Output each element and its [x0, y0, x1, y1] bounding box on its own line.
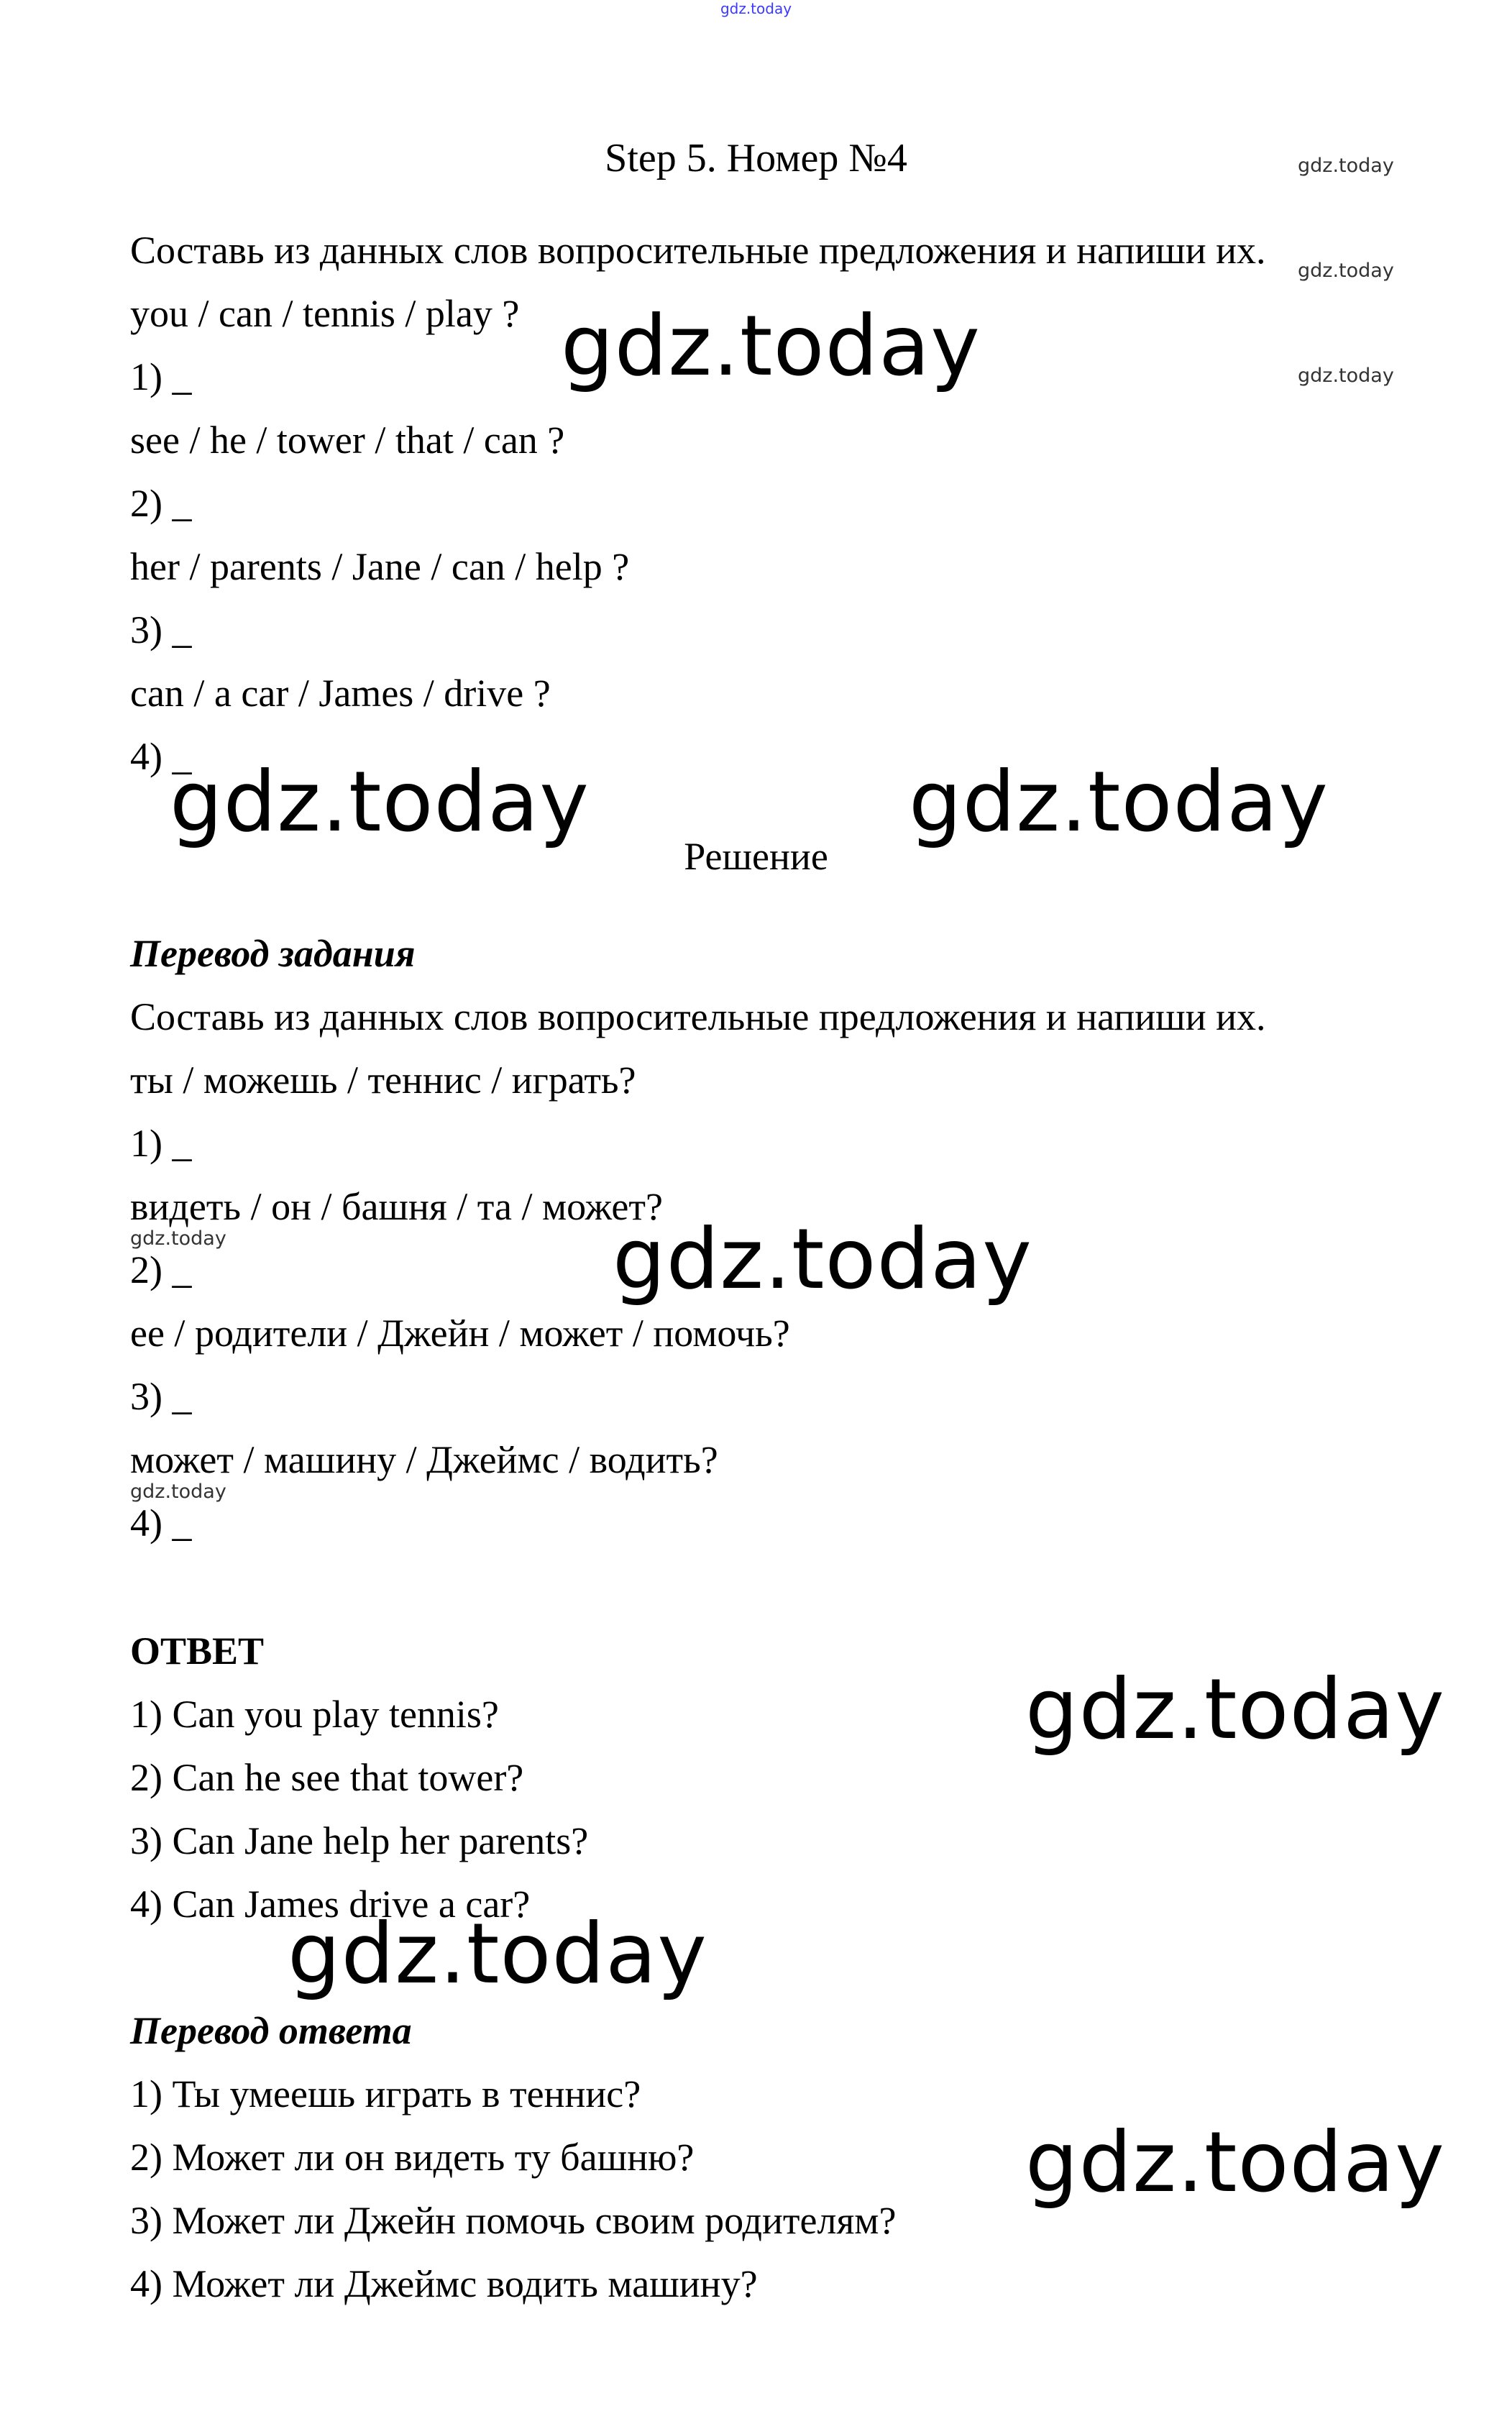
answer-translation-line: 1) Ты умеешь играть в теннис?	[130, 2072, 641, 2115]
task-line: 2) _	[130, 482, 192, 525]
watermark-large: gdz.today	[561, 298, 981, 395]
translation-line: может / машину / Джеймс / водить?	[130, 1438, 718, 1481]
answer-translation-line: 2) Может ли он видеть ту башню?	[130, 2136, 695, 2179]
watermark-small: gdz.today	[1298, 155, 1394, 177]
translation-line: видеть / он / башня / та / может?	[130, 1185, 663, 1228]
watermark-small: gdz.today	[1298, 260, 1394, 282]
translation-instruction: Составь из данных слов вопросительные предложения и напиши их.	[130, 995, 1266, 1038]
answer-line: 4) Can James drive a car?	[130, 1883, 531, 1926]
watermark-large: gdz.today	[1025, 1661, 1445, 1758]
solution-label: Решение	[684, 835, 828, 878]
task-line: 1) _	[130, 355, 192, 398]
translation-line: ее / родители / Джейн / может / помочь?	[130, 1312, 790, 1355]
answer-translation-heading: Перевод ответа	[130, 2009, 412, 2052]
translation-heading: Перевод задания	[130, 932, 416, 975]
translation-line: 3) _	[130, 1375, 192, 1418]
task-line: can / a car / James / drive ?	[130, 672, 551, 715]
answer-heading: ОТВЕТ	[130, 1629, 265, 1673]
task-line: 3) _	[130, 608, 192, 651]
page-title: Step 5. Номер №4	[605, 136, 907, 180]
translation-line: 4) _	[130, 1501, 192, 1545]
task-line: 4) _	[130, 735, 192, 778]
task-instruction: Составь из данных слов вопросительные предложения и напиши их.	[130, 229, 1266, 272]
watermark-small: gdz.today	[130, 1481, 226, 1503]
task-line: see / he / tower / that / can ?	[130, 418, 565, 462]
watermark-large: gdz.today	[170, 754, 590, 851]
translation-line: 2) _	[130, 1248, 192, 1291]
watermark-large: gdz.today	[909, 754, 1329, 851]
task-line: her / parents / Jane / can / help ?	[130, 545, 630, 588]
answer-translation-line: 4) Может ли Джеймс водить машину?	[130, 2262, 758, 2305]
answer-line: 2) Can he see that tower?	[130, 1756, 524, 1799]
task-line: you / can / tennis / play ?	[130, 292, 520, 335]
watermark-large: gdz.today	[613, 1211, 1032, 1308]
answer-line: 3) Can Jane help her parents?	[130, 1819, 589, 1862]
answer-line: 1) Can you play tennis?	[130, 1693, 499, 1736]
watermark-large: gdz.today	[1025, 2114, 1445, 2211]
watermark-small: gdz.today	[130, 1227, 226, 1250]
watermark-large: gdz.today	[288, 1906, 707, 2003]
answer-translation-line: 3) Может ли Джейн помочь своим родителям?	[130, 2199, 897, 2242]
translation-line: 1) _	[130, 1122, 192, 1165]
translation-line: ты / можешь / теннис / играть?	[130, 1058, 636, 1102]
watermark-small: gdz.today	[1298, 365, 1394, 387]
watermark-top: gdz.today	[720, 0, 792, 17]
